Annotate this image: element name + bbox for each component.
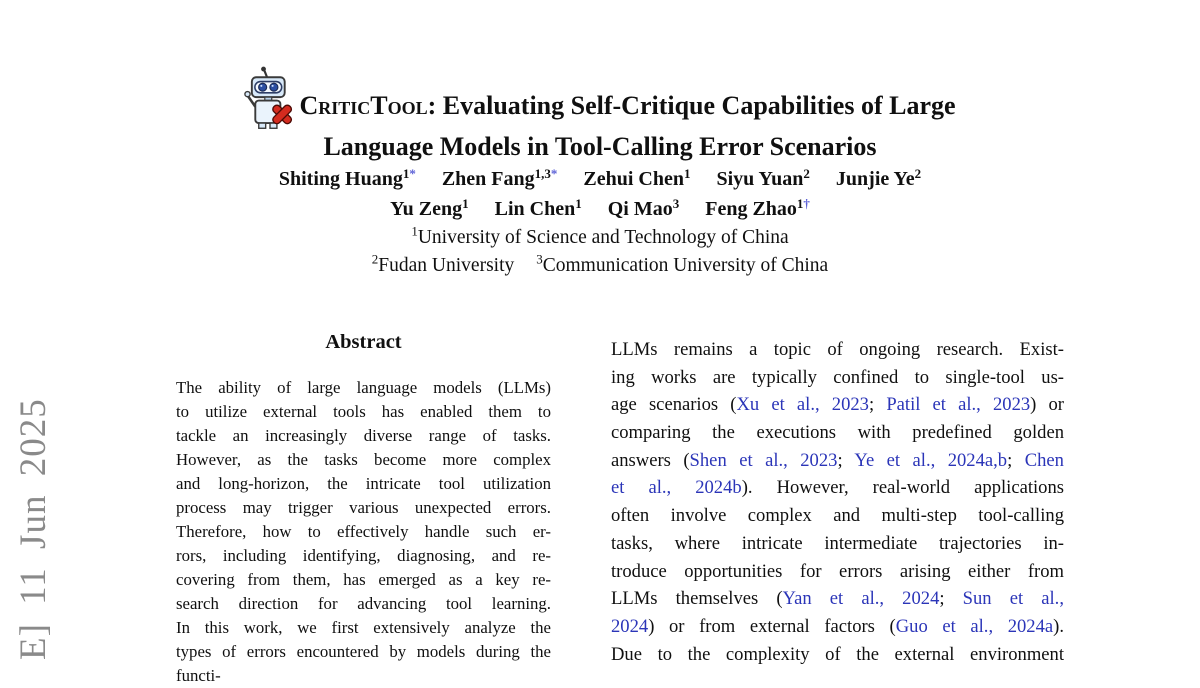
author-name: Qi Mao$^3$ (607, 196, 680, 220)
author-affiliation-superscript: 1,3* (534, 166, 558, 182)
author-name: Feng Zhao$^{1\dagger}$ (705, 196, 810, 220)
citation-link[interactable]: Chen (1024, 449, 1064, 471)
affiliation-superscript: 1 (411, 223, 418, 239)
text-line: tackle an increasingly diverse range of tasks. (176, 426, 551, 445)
abstract-body (176, 376, 551, 685)
author-affiliation-superscript: 2 (914, 166, 922, 182)
text-line: and long-horizon, the intricate tool utilization (176, 474, 551, 493)
affiliations-row-1 (0, 224, 1200, 252)
text-line: LLMs remains a topic of ongoing research. Exist- (611, 339, 1064, 360)
text-line: process may trigger various unexpected errors. (176, 498, 551, 517)
citation-link[interactable]: Guo et al., 2024a (895, 615, 1054, 637)
author-affiliation-superscript: 2 (803, 166, 810, 182)
paper-title-line1 (0, 66, 1200, 130)
text-line: Therefore, how to effectively handle such er- (176, 522, 551, 541)
text-line: tasks, where intricate intermediate trajectories in- (611, 532, 1064, 554)
author-name: Junjie Ye$^2$ (835, 166, 922, 190)
introduction-body (611, 336, 1064, 668)
text-line: However, as the tasks become more complex (176, 450, 551, 469)
citation-link[interactable]: Ye et al., 2024a,b (854, 449, 1008, 471)
author-affiliation-superscript: 3 (672, 196, 680, 212)
text-line: age scenarios (Xu et al., 2023; Patil et al., 2023) or (611, 394, 1064, 416)
abstract-column (176, 331, 551, 685)
text-line: to utilize external tools has enabled them to (176, 402, 551, 421)
affiliation: $^3$Communication University of China (536, 251, 829, 276)
text-line: search direction for advancing tool learning. (176, 594, 551, 613)
author-affiliation-superscript: 1 (462, 196, 469, 212)
introduction-column (611, 336, 1064, 665)
affiliation-superscript: 2 (371, 251, 379, 267)
citation-link[interactable]: Xu et al., 2023 (736, 394, 869, 416)
author-affiliation-superscript: 1* (402, 166, 416, 182)
text-line: often involve complex and multi-step tool-calling (611, 505, 1064, 527)
affiliation: $^2$Fudan University (371, 251, 515, 276)
robot-error-icon (244, 66, 296, 130)
text-line: troduce opportunities for errors arising either from (611, 560, 1064, 582)
text-line: In this work, we first extensively analyze the (176, 618, 551, 637)
author-footnote-mark: * (550, 166, 558, 182)
citation-link[interactable]: Sun et al., (962, 588, 1064, 610)
authors-block (0, 164, 1200, 280)
text-line: LLMs themselves (Yan et al., 2024; Sun et al., (611, 588, 1064, 610)
arxiv-watermark: E] 11 Jun 2025 (13, 398, 54, 660)
citation-link[interactable]: Yan et al., 2024 (782, 588, 940, 610)
authors-row-1 (0, 164, 1200, 194)
author-footnote-mark: † (803, 196, 810, 212)
affiliation: $^1$University of Science and Technology of China (411, 223, 789, 248)
text-line: 2024) or from external factors (Guo et al., 2024a). (611, 615, 1064, 637)
text-line: Due to the complexity of the external environment (611, 643, 1064, 665)
author-affiliation-superscript: 1 (575, 196, 582, 212)
paper-brand-name: CriticTool: (299, 91, 437, 120)
authors-row-2 (0, 194, 1200, 224)
citation-link[interactable]: et al., 2024b (611, 477, 742, 499)
text-line: answers (Shen et al., 2023; Ye et al., 2024a,b; Chen (611, 449, 1064, 471)
author-name: Zehui Chen$^1$ (583, 166, 691, 190)
author-affiliation-superscript: 1† (796, 196, 810, 212)
text-line: types of errors encountered by models during the functi- (176, 642, 551, 685)
author-name: Yu Zeng$^1$ (390, 196, 469, 220)
paper-title-line2: Language Models in Tool-Calling Error Scenarios (323, 132, 877, 161)
text-line: comparing the executions with predefined golden (611, 422, 1064, 444)
text-line: covering from them, has emerged as a key re- (176, 570, 551, 589)
text-line: rors, including identifying, diagnosing, and re- (176, 546, 551, 565)
author-name: Shiting Huang$^{1*}$ (278, 166, 416, 190)
abstract-heading: Abstract (325, 331, 402, 353)
affiliation-superscript: 3 (536, 251, 543, 267)
citation-link[interactable]: Shen et al., 2023 (689, 449, 838, 471)
author-name: Lin Chen$^1$ (494, 196, 582, 220)
citation-link[interactable]: Patil et al., 2023 (886, 394, 1031, 416)
text-line: et al., 2024b). However, real-world applications (611, 477, 1064, 499)
text-line: ing works are typically confined to single-tool us- (611, 366, 1064, 388)
title-text-rest: Evaluating Self-Critique Capabilities of Large (436, 91, 956, 120)
paper-title-block (0, 66, 1200, 164)
author-name: Siyu Yuan$^2$ (716, 166, 810, 190)
author-affiliation-superscript: 1 (683, 166, 691, 182)
author-footnote-mark: * (409, 166, 416, 182)
text-line: The ability of large language models (LLMs) (176, 378, 551, 397)
citation-link[interactable]: 2024 (611, 615, 649, 637)
author-name: Zhen Fang$^{1,3*}$ (441, 166, 558, 190)
affiliations-row-2 (0, 252, 1200, 280)
